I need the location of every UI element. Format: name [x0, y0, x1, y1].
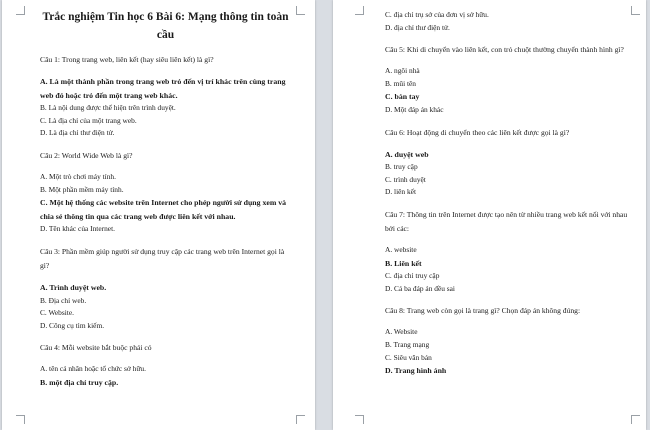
answer-option: D. địa chỉ thư điện tử.	[385, 22, 450, 32]
answer-correct: B. một địa chỉ truy cập.	[40, 377, 119, 387]
answer-option: B. Trang mạng	[385, 339, 430, 349]
answer-option: C. địa chỉ trụ sở của đơn vị sở hữu.	[385, 10, 489, 19]
margin-corner-mark	[296, 6, 305, 15]
answer-option: B. mũi tên	[385, 78, 416, 88]
page-content	[40, 8, 291, 390]
question-5: Câu 5: Khi di chuyển vào liên kết, con trỏ chuột thường chuyển thành hình gì?	[385, 45, 624, 55]
answer-correct: C. bàn tay	[385, 92, 420, 102]
answer-option: A. Website	[385, 327, 418, 337]
answer-option: D. Là địa chỉ thư điện tử.	[40, 128, 115, 138]
margin-corner-mark	[296, 415, 305, 424]
answer-option: D. Công cụ tìm kiếm.	[40, 320, 105, 330]
question-3: Câu 3: Phần mềm giúp người sử dụng truy cập các trang web trên Internet gọi là gì?	[40, 246, 285, 270]
answer-option: D. liên kết	[385, 187, 416, 197]
answer-option: B. Địa chỉ web.	[40, 295, 87, 305]
answer-option: A. website	[385, 244, 417, 254]
page-content	[385, 9, 632, 378]
answer-option: D. Cả ba đáp án đều sai	[385, 283, 455, 293]
margin-corner-mark	[631, 415, 640, 424]
answer-correct: A. Trình duyệt web.	[40, 282, 107, 292]
margin-corner-mark	[16, 415, 25, 424]
answer-option: C. Siêu văn bản	[385, 352, 432, 362]
margin-corner-mark	[631, 6, 640, 15]
question-1: Câu 1: Trong trang web, liên kết (hay siêu liên kết) là gì?	[40, 55, 214, 64]
answer-option: D. Tên khác của Internet.	[40, 224, 115, 234]
answer-option: C. trình duyệt	[385, 174, 426, 184]
answer-correct: C. Một hệ thống các website trên Internet cho phép người sử dụng xem và chia sẻ thông tin qua các trang web được liên kết với nhau.	[40, 198, 287, 221]
answer-correct: A. duyệt web	[385, 149, 429, 159]
answer-option: A. Một trò chơi máy tính.	[40, 171, 116, 181]
margin-corner-mark	[355, 415, 364, 424]
question-2: Câu 2: World Wide Web là gì?	[40, 150, 133, 160]
question-6: Câu 6: Hoạt động di chuyển theo các liên kết được gọi là gì?	[385, 127, 570, 137]
answer-option: B. Là nội dung được thể hiện trên trình duyệt.	[40, 103, 176, 113]
question-7: Câu 7: Thông tin trên Internet được tạo nên từ nhiều trang web kết nối với nhau bởi các:	[385, 209, 628, 233]
question-4: Câu 4: Mỗi website bắt buộc phải có	[40, 343, 152, 353]
answer-option: C. Là địa chỉ của một trang web.	[40, 115, 137, 125]
margin-corner-mark	[16, 6, 25, 15]
answer-option: B. Một phần mềm máy tính.	[40, 184, 124, 194]
answer-option: C. địa chỉ truy cập	[385, 271, 440, 281]
answer-option: D. Một đáp án khác	[385, 104, 444, 114]
answer-option: C. Website.	[40, 308, 74, 318]
answer-option: A. tên cá nhân hoặc tổ chức sở hữu.	[40, 364, 146, 374]
document-page-left	[2, 0, 315, 430]
margin-corner-mark	[355, 6, 364, 15]
question-8: Câu 8: Trang web còn gọi là trang gì? Chọn đáp án không đúng:	[385, 306, 581, 316]
answer-option: A. ngôi nhà	[385, 66, 420, 76]
answer-correct: D. Trang hình ảnh	[385, 366, 447, 376]
answer-correct: B. Liên kết	[385, 258, 422, 268]
document-page-right	[333, 0, 646, 430]
answer-option: B. truy cập	[385, 162, 418, 172]
title-line: cầu	[156, 29, 175, 41]
title-line: Trắc nghiệm Tin học 6 Bài 6: Mạng thông tin toàn	[42, 11, 289, 23]
answer-correct: A. Là một thành phần trong trang web trỏ đến vị trí khác trên cùng trang web đó hoặc trỏ đến một trang web khác.	[40, 77, 286, 100]
document-title	[40, 8, 291, 44]
